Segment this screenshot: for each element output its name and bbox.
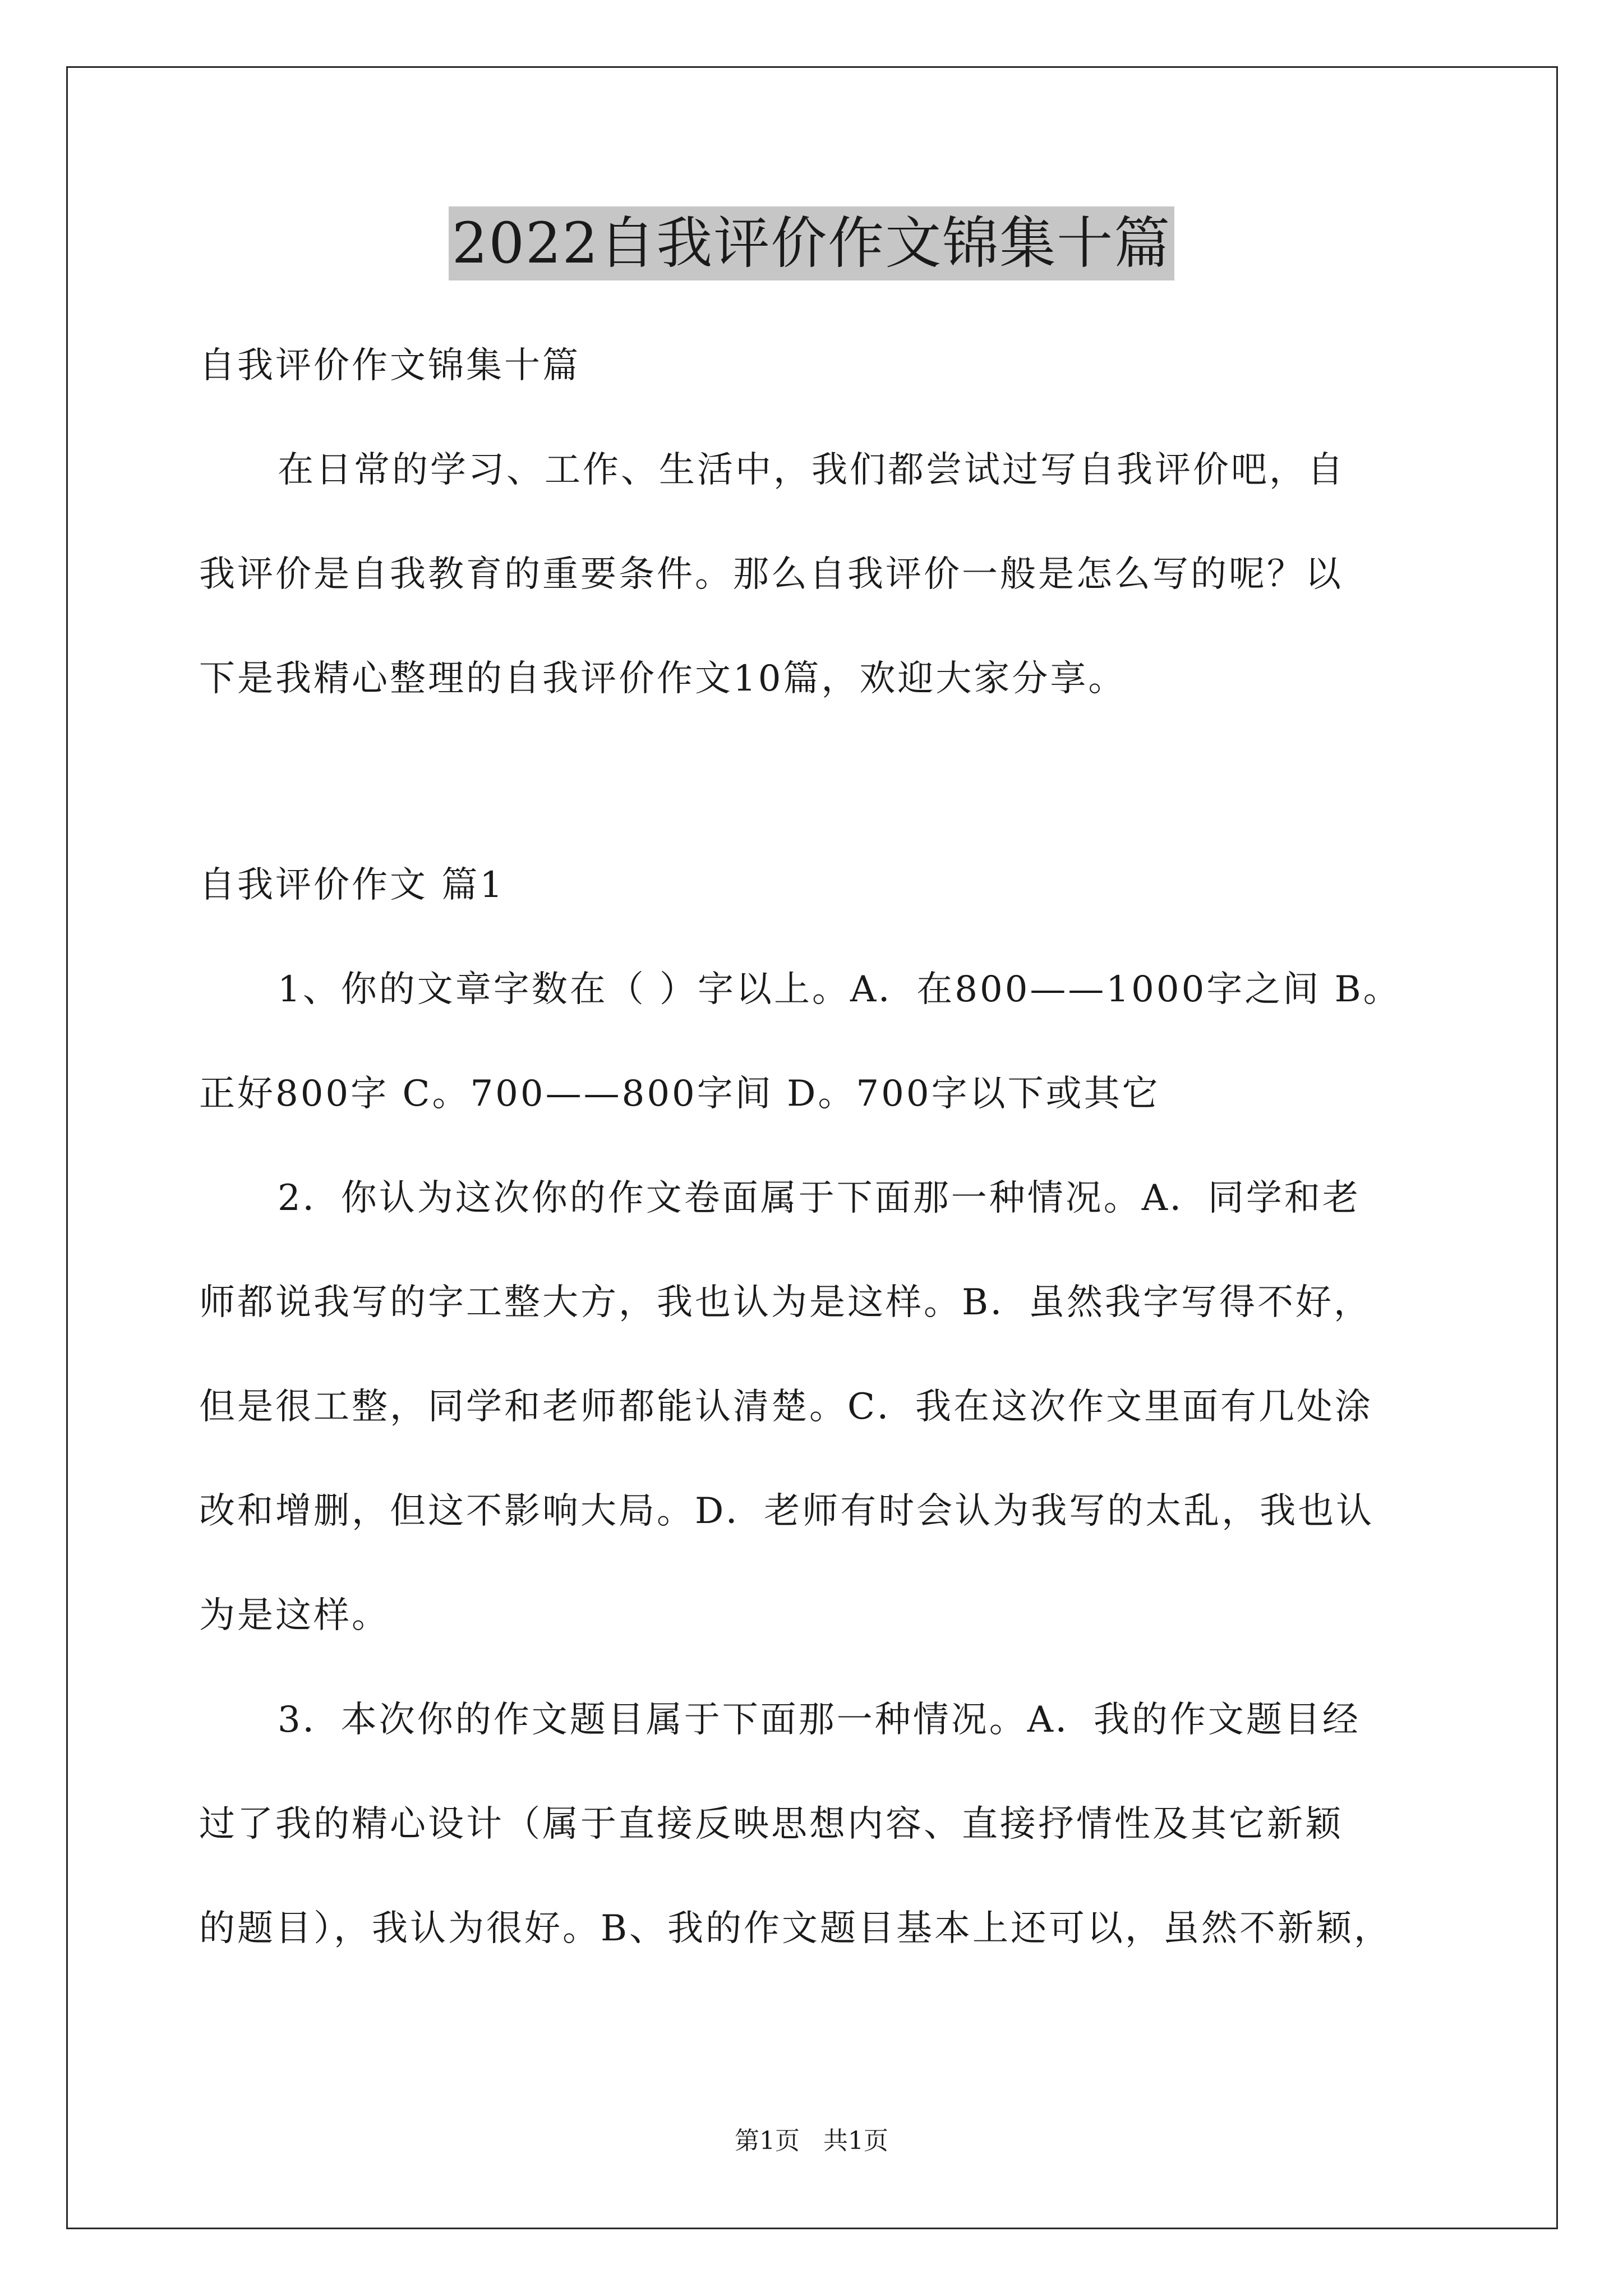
question-line: 改和增删，但这不影响大局。D．老师有时会认为我写的太乱，我也认	[199, 1490, 1375, 1532]
section-heading: 自我评价作文 篇1	[199, 864, 505, 906]
title-container	[0, 206, 1623, 280]
document-body	[199, 345, 1455, 1949]
intro-line: 下是我精心整理的自我评价作文10篇，欢迎大家分享。	[199, 658, 1127, 700]
document-title: 2022自我评价作文锦集十篇	[449, 206, 1175, 280]
page-footer: 第1页 共1页	[735, 2127, 888, 2155]
intro-line: 我评价是自我教育的重要条件。那么自我评价一般是怎么写的呢？以	[199, 554, 1343, 595]
question-2	[199, 1177, 1455, 1636]
question-line: 师都说我写的字工整大方，我也认为是这样。B．虽然我字写得不好，	[199, 1282, 1372, 1323]
intro-line: 在日常的学习、工作、生活中，我们都尝试过写自我评价吧，自	[278, 449, 1345, 491]
intro-paragraph	[199, 449, 1455, 700]
question-line: 但是很工整，同学和老师都能认清楚。C．我在这次作文里面有几处涂	[199, 1386, 1373, 1428]
question-3	[199, 1699, 1455, 1949]
question-line: 过了我的精心设计（属于直接反映思想内容、直接抒情性及其它新颖	[199, 1803, 1343, 1845]
question-1	[199, 969, 1455, 1115]
question-line: 3．本次你的作文题目属于下面那一种情况。A．我的作文题目经	[278, 1699, 1361, 1741]
question-line: 为是这样。	[199, 1595, 390, 1636]
question-line: 1、你的文章字数在（ ）字以上。A．在800——1000字之间 B。	[278, 969, 1401, 1010]
document-subtitle: 自我评价作文锦集十篇	[199, 345, 580, 386]
question-line: 2．你认为这次你的作文卷面属于下面那一种情况。A．同学和老	[278, 1177, 1361, 1219]
question-line: 正好800字 C。700——800字间 D。700字以下或其它	[199, 1073, 1160, 1115]
question-line: 的题目），我认为很好。B、我的作文题目基本上还可以，虽然不新颖，	[199, 1908, 1393, 1949]
